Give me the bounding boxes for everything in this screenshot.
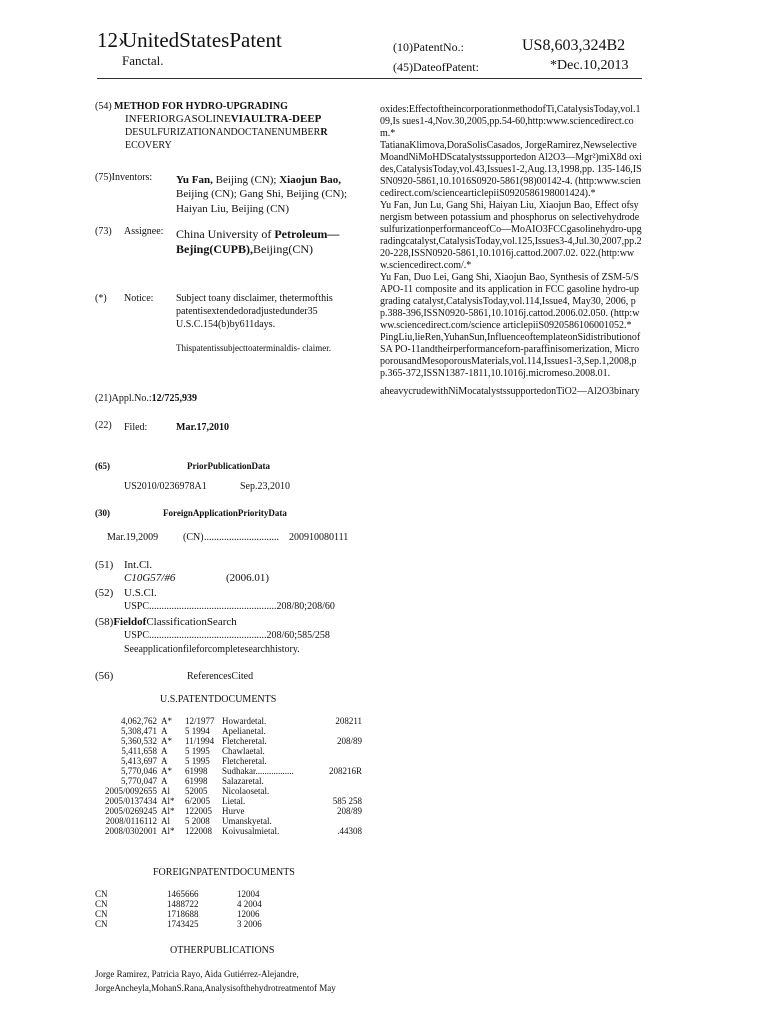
intcl-year: (2006.01) (226, 572, 270, 584)
assignee-location: Beijing(CN) (253, 242, 313, 256)
uspc1-dots: ................................................... (149, 601, 277, 612)
us-date: 11/1994 (185, 736, 215, 746)
title-line-3a: DESULFURIZATIONANDOCTANENUMBER (125, 127, 321, 138)
us-name: Fletcheretal. (222, 756, 267, 766)
assignee-label: Assignee: (124, 226, 164, 237)
us-kind: A* (161, 716, 172, 726)
table-row (95, 909, 262, 919)
assignee-name-a: China University of (176, 227, 272, 241)
notice-label: Notice: (124, 293, 154, 304)
us-no: 2008/0302001 (104, 826, 157, 836)
us-no: 2005/0137434 (104, 796, 157, 806)
inventor-xiaojun-bao: Xiaojun Bao, (279, 174, 341, 186)
title-line-2a: INFERIORGASOLINE (125, 113, 231, 125)
table-row (92, 766, 362, 776)
reference-entry: aheavycrudewithNiMocatalystssupportedonTiO2—Al2O3binary (380, 386, 640, 397)
us-no: 4,062,762 (121, 716, 157, 726)
uspc2-dots: ............................................... (149, 630, 267, 641)
us-name: Apelianetal. (222, 726, 266, 736)
inventors-label: (75)Inventors: (95, 172, 153, 183)
foreign-docs-title: FOREIGNPATENTDOCUMENTS (153, 867, 295, 878)
field-search-row (95, 616, 237, 629)
us-class: 208211 (335, 716, 362, 726)
appl-label: (21)Appl.No.: (95, 393, 152, 404)
table-row (95, 899, 262, 909)
us-name: Chawlaetal. (222, 746, 265, 756)
us-class (322, 726, 362, 736)
us-class: .44308 (337, 826, 362, 836)
inventors-line-1 (176, 174, 341, 187)
us-no: 2005/0269245 (104, 806, 157, 816)
uspc2-value: 208/60;585/258 (266, 630, 330, 641)
appl-number: 12/725,939 (151, 393, 197, 404)
us-date: 6/2005 (185, 796, 211, 806)
foreign-date: 4 2004 (237, 899, 262, 909)
us-date: 5 2008 (185, 816, 210, 826)
field-title-a: Fieldof (113, 616, 147, 628)
table-row (92, 746, 362, 756)
us-class (322, 786, 362, 796)
us-class: 208/89 (336, 736, 362, 746)
prior-title: PriorPublicationData (187, 461, 270, 471)
us-no: 5,770,047 (121, 776, 157, 786)
us-no: 5,308,471 (121, 726, 157, 736)
uspc1-label: USPC (124, 601, 150, 612)
us-name: Howardetal. (222, 716, 267, 726)
uscl-code: (52) (95, 587, 114, 599)
us-class (322, 756, 362, 766)
patent-country-code: 12› (97, 28, 125, 52)
assignee-name-b: Petroleum— (274, 227, 340, 241)
inventors-line-3: Haiyan Liu, Beijing (CN) (176, 203, 290, 215)
inventor-short: Fanctal. (122, 53, 164, 68)
us-date: 12/1977 (185, 716, 215, 726)
other-pubs-line-1: Jorge Ramirez, Patricia Rayo, Aida Gutiérrez-Alejandre, (95, 969, 299, 979)
foreign-country: CN (95, 909, 108, 919)
us-no: 2008/0116112 (105, 816, 157, 826)
us-class (322, 776, 362, 786)
uspc-row-1 (124, 601, 335, 613)
us-date: 5 1995 (185, 756, 210, 766)
appl-row (95, 393, 197, 405)
us-name: Nicolaosetal. (222, 786, 270, 796)
us-patent-table (92, 716, 362, 836)
us-kind: A* (161, 736, 172, 746)
us-kind: A (161, 746, 168, 756)
other-pubs-title: OTHERPUBLICATIONS (170, 945, 275, 956)
prior-pub-number: US2010/0236978A1 (124, 481, 207, 492)
foreign-number: 1465666 (167, 889, 199, 899)
prior-code: (65) (95, 461, 110, 471)
patent-number-label: (10)PatentNo.: (393, 40, 464, 54)
us-name: Koivusalmietal. (222, 826, 280, 836)
reference-entry: PingLiu,lieRen,YuhanSun,InfluenceoftemplateonSidistributionofSA PO-11andtheirperformanceforn-paraffinisomerization, MicroporousandMesoporousMaterials,vol.114,Issues1-3,Sep.1,2008,pp.365-372,ISSN1387-1811,10.1016j.micromeso.2008.01. (380, 332, 641, 379)
foreign-date: 12004 (237, 889, 260, 899)
patent-number: US8,603,324B2 (522, 37, 626, 54)
reference-entry: Yu Fan, Jun Lu, Gang Shi, Haiyan Liu, Xiaojun Bao, Effect ofsynergism between potassium and phosphorus on selectivehydrodesulfurizationperformanceofCo—MoAIO3FCCgasolinehydro-upgradingcatalyst,CatalysisToday,vol.125,Issues3-4,Jul.30,2007,pp.220-228,ISSN0920-5861,10.1016j.cattod.2007.02. 022.(http:www.sciencedirect.com/.* (380, 200, 642, 271)
field-code: (58) (95, 616, 114, 628)
uspc-row-2 (124, 630, 330, 642)
assignee-short: Bejing(CUPB), (176, 242, 253, 256)
patent-header-title: UnitedStatesPatent (122, 28, 282, 52)
foreign-country: CN (95, 899, 108, 909)
table-row (95, 919, 262, 929)
table-row (92, 806, 362, 816)
us-date: 61998 (185, 766, 208, 776)
foreign-priority-country: (CN) (183, 532, 204, 543)
us-no: 2005/0092655 (104, 786, 157, 796)
us-class: 208216R (328, 766, 362, 776)
table-row (92, 776, 362, 786)
us-kind: Al (161, 816, 170, 826)
notice-code: (*) (95, 293, 107, 304)
us-name: Hurve (222, 806, 245, 816)
foreign-priority-date: Mar.19,2009 (107, 532, 159, 543)
us-no: 5,411,658 (121, 746, 157, 756)
us-docs-title: U.S.PATENTDOCUMENTS (160, 694, 277, 705)
header-divider (97, 78, 642, 79)
right-column-references (380, 104, 642, 398)
assignee-line-1 (176, 227, 339, 241)
us-no: 5,413,697 (121, 756, 157, 766)
see-application: Seeapplicationfileforcompletesearchhistory. (124, 644, 300, 655)
uspc1-value: 208/80;208/60 (276, 601, 335, 612)
foreign-priority-title: ForeignApplicationPriorityData (163, 508, 287, 518)
title-line-2b: VIAULTRA-DEEP (230, 113, 322, 125)
table-row (92, 826, 362, 836)
table-row (92, 726, 362, 736)
notice-line-2: patentisextendedoradjustedunder35 (176, 306, 318, 317)
foreign-priority-number: 200910080111 (289, 532, 349, 543)
us-name: Sudhakar................. (222, 766, 294, 776)
title-line-1: METHOD FOR HYDRO-UPGRADING (114, 101, 288, 112)
table-row (92, 756, 362, 766)
prior-pub-date: Sep.23,2010 (240, 481, 290, 492)
uscl-label: U.S.Cl. (124, 587, 157, 599)
us-class (322, 816, 362, 826)
us-kind: Al* (161, 826, 175, 836)
us-class: 585 258 (332, 796, 362, 806)
date-of-patent: *Dec.10,2013 (550, 58, 629, 73)
assignee-line-2 (176, 242, 313, 256)
reference-entry: Yu Fan, Duo Lei, Gang Shi, Xiaojun Bao, Synthesis of ZSM-5/SAPO-11 composite and its application in FCC gasoline hydro-upgrading catalyst,CatalysisToday,vol.114,Issue4, May30, 2006, pp.388-396,ISSN0920-5861,10.1016j.cattod.2006.02.050. (http:www.sciencedirect.com/science articlepiiS0920586106001052.* (380, 272, 640, 331)
us-name: Salazaretal. (222, 776, 264, 786)
notice-line-1: Subject toany disclaimer, thetermofthis (176, 293, 333, 304)
reference-entry: oxides:EffectoftheincorporationmethodofTi,CatalysisToday,vol.109,Is sues1-4,Nov.30,2005,pp.54-60,http:www.sciencedirect.com.* (380, 104, 641, 139)
table-row (92, 786, 362, 796)
intcl-class: C10G57/#6 (124, 572, 176, 584)
us-kind: Al* (161, 806, 175, 816)
other-pubs-line-2: JorgeAncheyla,MohanS.Rana,Analysisofthehydrotreatmentof May (95, 983, 336, 993)
foreign-priority-code: (30) (95, 508, 110, 518)
foreign-number: 1718688 (167, 909, 199, 919)
us-kind: Al* (161, 796, 175, 806)
table-row (92, 816, 362, 826)
inventor-sep: Beijing (CN); (212, 174, 280, 186)
intcl-label: Int.Cl. (124, 559, 153, 571)
assignee-code: (73) (95, 226, 112, 237)
foreign-priority-dots: .............................. (204, 532, 279, 543)
foreign-patent-table (95, 889, 262, 929)
title-line-2 (125, 113, 321, 126)
us-date: 5 1994 (185, 726, 210, 736)
us-class: 208/89 (336, 806, 362, 816)
us-kind: A* (161, 766, 172, 776)
refs-title: ReferencesCited (187, 671, 254, 682)
notice-line-4: Thispatentissubjecttoaterminaldis- claimer. (176, 343, 331, 353)
foreign-date: 12006 (237, 909, 260, 919)
us-date: 122008 (185, 826, 212, 836)
us-date: 5 1995 (185, 746, 210, 756)
filed-code: (22) (95, 420, 112, 431)
refs-code: (56) (95, 670, 114, 682)
us-name: Fletcheretal. (222, 736, 267, 746)
table-row (92, 736, 362, 746)
table-row (95, 889, 262, 899)
field-title-b: ClassificationSearch (146, 616, 237, 628)
date-of-patent-label: (45)DateofPatent: (393, 60, 479, 74)
uspc2-label: USPC (124, 630, 150, 641)
us-kind: Al (161, 786, 170, 796)
intcl-code: (51) (95, 559, 114, 571)
inventor-yu-fan: Yu Fan, (176, 174, 213, 186)
foreign-date: 3 2006 (237, 919, 262, 929)
foreign-number: 1743425 (167, 919, 199, 929)
us-kind: A (161, 776, 168, 786)
us-kind: A (161, 756, 168, 766)
filed-label: Filed: (124, 422, 148, 433)
title-line-3b: R (320, 127, 328, 138)
us-kind: A (161, 726, 168, 736)
filed-date: Mar.17,2010 (176, 422, 229, 433)
title-code: (54) (95, 101, 112, 112)
title-line-4: ECOVERY (125, 140, 172, 151)
title-line-3 (125, 127, 328, 139)
table-row (92, 716, 362, 726)
us-date: 61998 (185, 776, 208, 786)
notice-line-3: U.S.C.154(b)by611days. (176, 319, 276, 330)
foreign-number: 1488722 (167, 899, 199, 909)
reference-entry: TatianaKlimova,DoraSolisCasados, JorgeRamirez,NewselectiveMoandNiMoHDScatalystssupportedon Al2O3—Mgr²)miX8d oxides,CatalysisToday,vol.43,Issues1-2,Aug.13,1998,pp. 135-146,ISSN0920-5861,10.1016S0920-5861(98)00142-4. (http:www.sciencedirect.com/sciencearticlepiiS0920586198001424).* (380, 140, 642, 199)
us-no: 5,360,532 (121, 736, 157, 746)
us-name: Lietal. (222, 796, 246, 806)
us-date: 52005 (185, 786, 208, 796)
us-class (322, 746, 362, 756)
us-date: 122005 (185, 806, 212, 816)
us-name: Umanskyetal. (222, 816, 272, 826)
us-no: 5,770,046 (121, 766, 157, 776)
inventors-line-2: Beijing (CN); Gang Shi, Beijing (CN); (176, 188, 348, 200)
table-row (92, 796, 362, 806)
foreign-country: CN (95, 919, 108, 929)
foreign-country: CN (95, 889, 108, 899)
